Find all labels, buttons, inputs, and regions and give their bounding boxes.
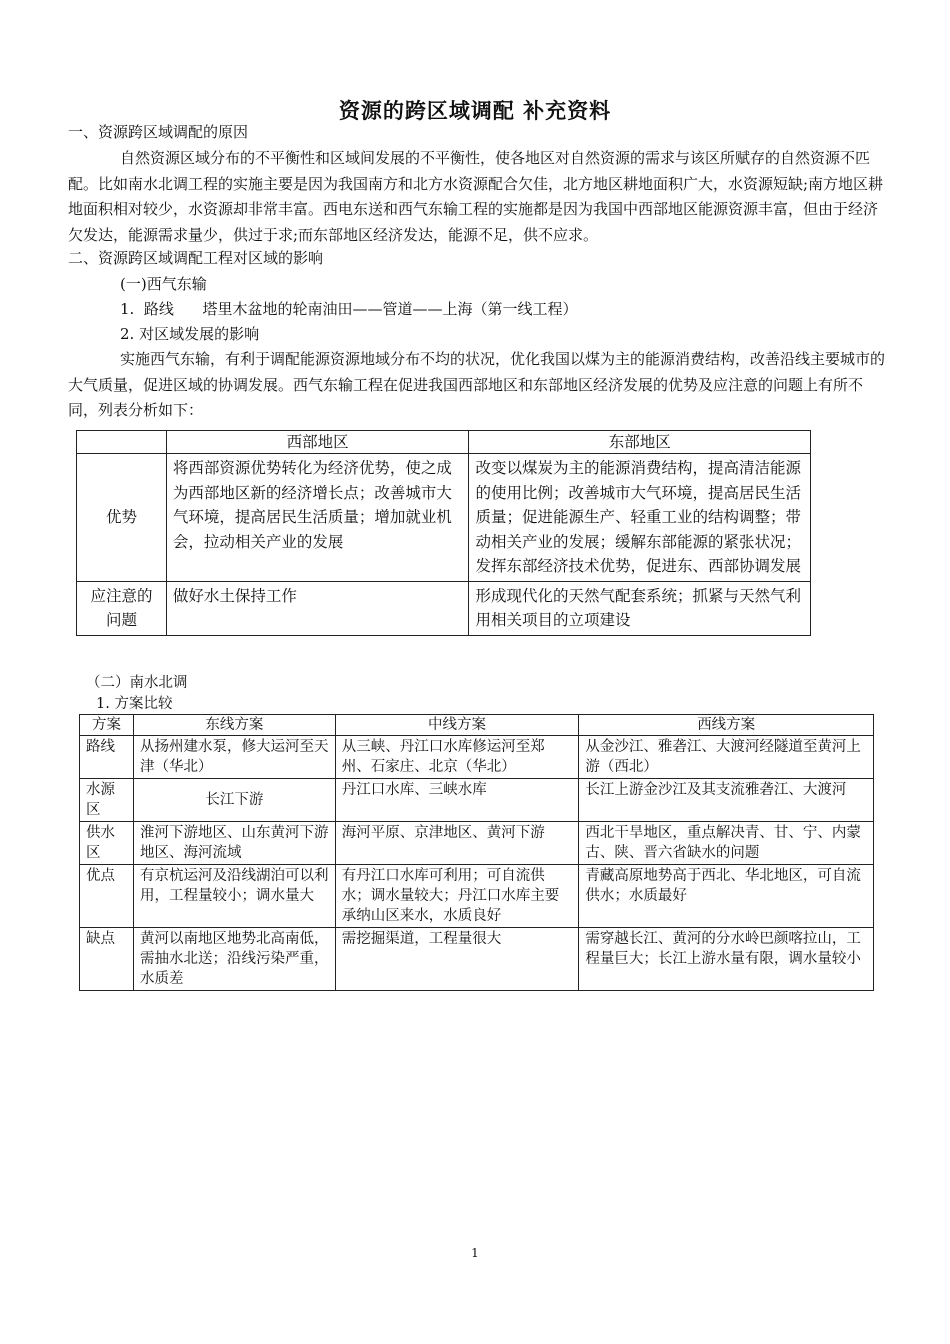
table-row xyxy=(80,822,874,865)
xiqi-comparison-table xyxy=(76,430,811,636)
table-header-cell: 东部地区 xyxy=(469,431,811,454)
section2-heading: 二、资源跨区域调配工程对区域的影响 xyxy=(68,249,324,267)
table-header-cell: 中线方案 xyxy=(335,715,579,736)
table-cell: 黄河以南地区地势北高南低，需抽水北送；沿线污染严重，水质差 xyxy=(133,928,335,991)
table-cell: 长江下游 xyxy=(133,779,335,822)
table-header-cell: 西部地区 xyxy=(166,431,469,454)
row-label: 优点 xyxy=(80,865,134,928)
section2-paragraph-text: 实施西气东输，有利于调配能源资源地域分布不均的状况，优化我国以煤为主的能源消费结构，改善沿线主要城市的大气质量，促进区域的协调发展。西气东输工程在促进我国西部地区和东部地区经济发展的优势及应注意的问题上有所不同，列表分析如下： xyxy=(68,350,886,419)
table-cell: 将西部资源优势转化为经济优势，使之成为西部地区新的经济增长点；改善城市大气环境，提高居民生活质量；增加就业机会，拉动相关产业的发展 xyxy=(166,454,469,582)
table-cell: 从三峡、丹江口水库修运河至郑州、石家庄、北京（华北） xyxy=(335,736,579,779)
table-cell: 需挖掘渠道，工程量很大 xyxy=(335,928,579,991)
table-row xyxy=(77,454,811,582)
row-label: 供水区 xyxy=(80,822,134,865)
route-text: 塔里木盆地的轮南油田——管道——上海（第一线工程） xyxy=(202,300,578,318)
plan-comparison-subheading: 1. 方案比较 xyxy=(96,696,173,712)
table-cell: 海河平原、京津地区、黄河下游 xyxy=(335,822,579,865)
table-cell: 从金沙江、雅砻江、大渡河经隧道至黄河上游（西北） xyxy=(579,736,874,779)
table-header-cell: 方案 xyxy=(80,715,134,736)
table-row xyxy=(80,779,874,822)
table-cell: 西北干旱地区，重点解决青、甘、宁、内蒙古、陕、晋六省缺水的问题 xyxy=(579,822,874,865)
table-cell: 长江上游金沙江及其支流雅砻江、大渡河 xyxy=(579,779,874,822)
table-header-row xyxy=(80,715,874,736)
table-cell: 做好水土保持工作 xyxy=(166,581,469,635)
route-label: 路线 xyxy=(143,300,174,318)
nanshui-plan-table xyxy=(79,714,874,991)
table-row xyxy=(80,928,874,991)
page-number: 1 xyxy=(471,1246,479,1260)
table-cell: 有丹江口水库可利用；可自流供水；调水量较大；丹江口水库主要承纳山区来水，水质良好 xyxy=(335,865,579,928)
row-label: 缺点 xyxy=(80,928,134,991)
subsection-xiqi: (一)西气东输 xyxy=(120,275,207,293)
table-cell: 淮河下游地区、山东黄河下游地区、海河流域 xyxy=(133,822,335,865)
row-label: 水源区 xyxy=(80,779,134,822)
route-number: 1. xyxy=(120,300,135,318)
table-cell: 改变以煤炭为主的能源消费结构，提高清洁能源的使用比例；改善城市大气环境，提高居民生活质量；促进能源生产、轻重工业的结构调整；带动相关产业的发展；缓解东部能源的紧张状况；发挥东部经济技术优势，促进东、西部协调发展 xyxy=(469,454,811,582)
table-cell: 青藏高原地势高于西北、华北地区，可自流供水；水质最好 xyxy=(579,865,874,928)
row-label: 路线 xyxy=(80,736,134,779)
table-cell: 丹江口水库、三峡水库 xyxy=(335,779,579,822)
table-cell: 需穿越长江、黄河的分水岭巴颜喀拉山，工程量巨大；长江上游水量有限，调水量较小 xyxy=(579,928,874,991)
table-cell: 有京杭运河及沿线湖泊可以利用，工程量较小；调水量大 xyxy=(133,865,335,928)
table-header-cell xyxy=(77,431,167,454)
table-row xyxy=(80,865,874,928)
section2-paragraph xyxy=(68,347,888,424)
table-cell: 形成现代化的天然气配套系统；抓紧与天然气利用相关项目的立项建设 xyxy=(469,581,811,635)
section1-paragraph xyxy=(68,146,888,248)
page-title: 资源的跨区域调配 补充资料 xyxy=(338,99,612,123)
section1-paragraph-text: 自然资源区域分布的不平衡性和区域间发展的不平衡性，使各地区对自然资源的需求与该区所赋存的自然资源不匹配。比如南水北调工程的实施主要是因为我国南方和北方水资源配合欠佳，北方地区耕地面积广大，水资源短缺;南方地区耕地面积相对较少，水资源却非常丰富。西电东送和西气东输工程的实施都是因为我国中西部地区能源资源丰富，但由于经济欠发达，能源需求量少，供过于求;而东部地区经济发达，能源不足，供不应求。 xyxy=(68,149,884,244)
section-nanshui-heading: （二）南水北调 xyxy=(86,675,188,691)
table-header-row xyxy=(77,431,811,454)
table-header-cell: 东线方案 xyxy=(133,715,335,736)
route-item xyxy=(120,297,578,322)
table-row xyxy=(77,581,811,635)
table-header-cell: 西线方案 xyxy=(579,715,874,736)
row-label: 优势 xyxy=(77,454,167,582)
table-cell: 从扬州建水泵，修大运河至天津（华北） xyxy=(133,736,335,779)
row-label: 应注意的问题 xyxy=(77,581,167,635)
section1-heading: 一、资源跨区域调配的原因 xyxy=(68,123,249,141)
impact-item: 2. 对区域发展的影响 xyxy=(120,325,260,343)
table-row xyxy=(80,736,874,779)
